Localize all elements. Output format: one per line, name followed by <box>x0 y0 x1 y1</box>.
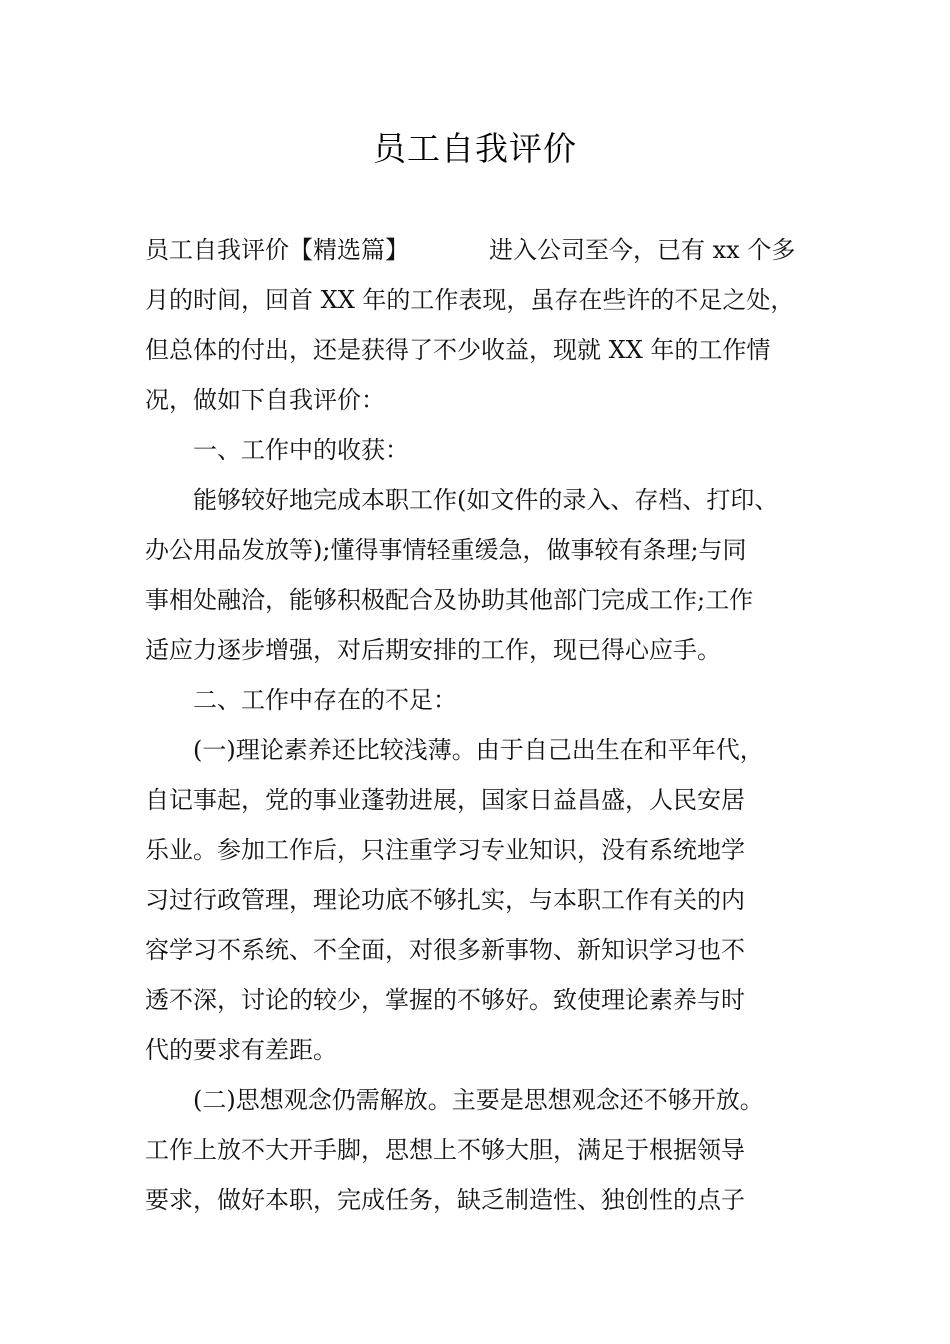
text-line: 容学习不系统、不全面，对很多新事物、新知识学习也不 <box>145 936 745 964</box>
text-line <box>145 225 835 275</box>
text-line: 习过行政管理，理论功底不够扎实，与本职工作有关的内 <box>145 886 745 914</box>
text-line: 能够较好地完成本职工作(如文件的录入、存档、打印、 <box>193 486 779 514</box>
text-line: 况，做如下自我评价： <box>145 386 385 414</box>
text-line: 自记事起，党的事业蓬勃进展，国家日益昌盛，人民安居 <box>145 786 745 814</box>
text-line: (一)理论素养还比较浅薄。由于自己出生在和平年代， <box>193 736 764 764</box>
document-title: 员工自我评价 <box>373 129 577 168</box>
text-line: 办公用品发放等);懂得事情轻重缓急，做事较有条理;与同 <box>145 536 747 564</box>
section-heading: 二、工作中存在的不足： <box>193 686 457 714</box>
text-line: 事相处融洽，能够积极配合及协助其他部门完成工作;工作 <box>145 586 754 614</box>
text-line: 但总体的付出，还是获得了不少收益，现就 XX 年的工作情 <box>145 336 771 364</box>
text-line: 透不深，讨论的较少，掌握的不够好。致使理论素养与时 <box>145 986 745 1014</box>
text-line: 乐业。参加工作后，只注重学习专业知识，没有系统地学 <box>145 836 745 864</box>
intro-text: 进入公司至今，已有 xx 个多 <box>489 236 796 264</box>
text-line: 月的时间，回首 XX 年的工作表现，虽存在些许的不足之处， <box>145 286 795 314</box>
section-heading: 一、工作中的收获： <box>193 436 409 464</box>
document-body <box>145 225 835 1225</box>
text-line: 代的要求有差距。 <box>145 1036 337 1064</box>
text-line: 要求，做好本职，完成任务，缺乏制造性、独创性的点子 <box>145 1186 745 1214</box>
text-line: 适应力逐步增强，对后期安排的工作，现已得心应手。 <box>145 636 721 664</box>
text-line: (二)思想观念仍需解放。主要是思想观念还不够开放。 <box>193 1086 764 1114</box>
text-line: 工作上放不大开手脚，思想上不够大胆，满足于根据领导 <box>145 1136 745 1164</box>
intro-heading: 员工自我评价【精选篇】 <box>145 236 409 264</box>
